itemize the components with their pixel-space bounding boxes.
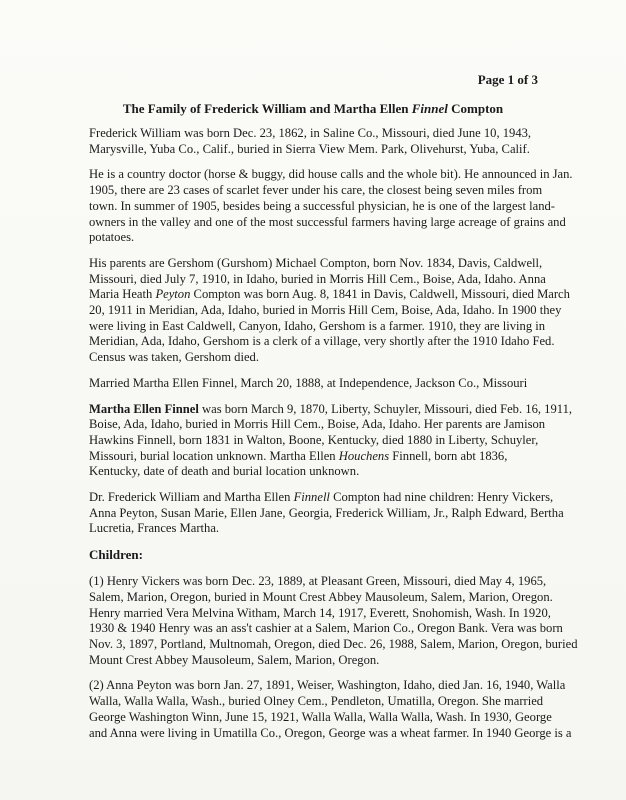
text-line: Census was taken, Gershom died. — [89, 350, 259, 365]
text-line: 20, 1911 in Meridian, Ada, Idaho, buried in Morris Hill Cem, Boise, Ada, Idaho. In 1900 they — [89, 303, 562, 318]
text-line: Marysville, Yuba Co., Calif., buried in Sierra View Mem. Park, Olivehurst, Yuba, Calif. — [89, 141, 530, 156]
paragraph-martha-ellen — [89, 401, 573, 481]
bold-person-name: Martha Ellen Finnel — [89, 401, 199, 416]
text-segment: was born March 9, 1870, Liberty, Schuyler, Missouri, died Feb. 16, 1911, — [198, 401, 573, 416]
text-line-with-bold-name — [89, 401, 573, 418]
text-line: Frederick William was born Dec. 23, 1862, in Saline Co., Missouri, died June 10, 1943, — [89, 126, 532, 140]
text-line: owners in the valley and one of the most successful farmers having large acreage of grains and — [89, 214, 566, 229]
text-line: Walla, Walla Walla, Wash., buried Olney Cem., Pendleton, Umatilla, Oregon. She married — [89, 694, 544, 709]
text-line-with-italic — [89, 287, 570, 303]
document-body — [89, 126, 578, 751]
document-title — [0, 101, 626, 117]
child-entry-henry — [89, 574, 578, 668]
text-line-with-italic — [89, 449, 554, 465]
text-line: 1930 & 1940 Henry was an ass't cashier at a Salem, Marion Co., Oregon Bank. Vera was born — [89, 621, 563, 636]
title-text-end: Compton — [447, 101, 504, 116]
text-line: Mount Crest Abbey Mausoleum, Salem, Marion, Oregon. — [89, 652, 380, 667]
text-line: His parents are Gershom (Gurshom) Michael Compton, born Nov. 1834, Davis, Caldwell, — [89, 255, 543, 270]
page-number: Page 1 of 3 — [477, 72, 538, 87]
text-line: Salem, Marion, Oregon, buried in Mount Crest Abbey Mausoleum, Salem, Marion, Oregon. — [89, 589, 553, 604]
paragraph-country-doctor — [89, 167, 573, 246]
text-line: Hawkins Finnell, born 1831 in Walton, Boone, Kentucky, died 1880 in Liberty, Schuyler, — [89, 432, 539, 447]
paragraph-children-summary — [89, 490, 564, 537]
italic-surname: Houchens — [338, 448, 390, 463]
text-line: He is a country doctor (horse & buggy, did house calls and the whole bit). He announced in Jan. — [89, 167, 573, 182]
title-italic-surname: Finnel — [411, 101, 448, 116]
text-line: and Anna were living in Umatilla Co., Oregon, George was a wheat farmer. In 1940 George is a — [89, 725, 572, 740]
child-entry-anna — [89, 678, 572, 741]
text-segment: Maria Heath — [89, 287, 156, 302]
text-line: Henry married Vera Melvina Witham, March 14, 1917, Everett, Snohomish, Wash. In 1920, — [89, 605, 551, 620]
text-line: Meridian, Ada, Idaho, Gershom is a clerk of a village, very shortly after the 1910 Idaho Fed. — [89, 334, 555, 349]
text-line: Anna Peyton, Susan Marie, Ellen Jane, Georgia, Frederick William, Jr., Ralph Edward, Bertha — [89, 505, 564, 520]
text-segment: Compton was born Aug. 8, 1841 in Davis, Caldwell, Missouri, died March — [190, 287, 570, 302]
italic-surname: Finnell — [293, 490, 330, 505]
text-segment: Compton had nine children: Henry Vickers, — [329, 490, 554, 505]
text-line: Boise, Ada, Idaho, buried in Morris Hill Cem., Boise, Ada, Idaho. Her parents are Jamison — [89, 417, 546, 432]
text-line: potatoes. — [89, 230, 135, 245]
children-heading: Children: — [89, 547, 143, 563]
text-line: were living in East Caldwell, Canyon, Idaho, Gershom is a farmer. 1910, they are living in — [89, 318, 546, 333]
text-line-with-italic — [89, 490, 554, 506]
text-line: (1) Henry Vickers was born Dec. 23, 1889, at Pleasant Green, Missouri, died May 4, 1965, — [89, 574, 547, 589]
text-segment: Dr. Frederick William and Martha Ellen — [89, 490, 294, 505]
paragraph-marriage — [89, 376, 554, 392]
text-line: 1905, there are 23 cases of scarlet fever under his care, the closest being seven miles from — [89, 183, 543, 198]
paragraph-parents — [89, 255, 570, 366]
text-segment: Missouri, burial location unknown. Martha Ellen — [89, 448, 339, 463]
title-text-start: The Family of Frederick William and Martha Ellen — [122, 101, 412, 116]
italic-surname: Peyton — [155, 287, 191, 302]
text-line: George Washington Winn, June 15, 1921, Walla Walla, Walla Walla, Wash. In 1930, George — [89, 709, 552, 724]
text-line: Kentucky, date of death and burial location unknown. — [89, 464, 360, 479]
text-line: Missouri, died July 7, 1910, in Idaho, buried in Morris Hill Cem., Boise, Ada, Idaho. Anna — [89, 271, 546, 286]
paragraph-birth-death — [89, 126, 554, 157]
text-line: Nov. 3, 1897, Portland, Multnomah, Oregon, died Dec. 26, 1988, Salem, Marion, Oregon, buried — [89, 636, 578, 651]
text-line: town. In summer of 1905, besides being a successful physician, he is one of the largest land- — [89, 198, 555, 213]
text-line: (2) Anna Peyton was born Jan. 27, 1891, Weiser, Washington, Idaho, died Jan. 16, 1940, Walla — [89, 678, 566, 693]
text-line: Lucretia, Frances Martha. — [89, 521, 220, 536]
text-line: Married Martha Ellen Finnel, March 20, 1888, at Independence, Jackson Co., Missouri — [89, 375, 528, 390]
text-segment: Finnell, born abt 1836, — [389, 448, 508, 463]
